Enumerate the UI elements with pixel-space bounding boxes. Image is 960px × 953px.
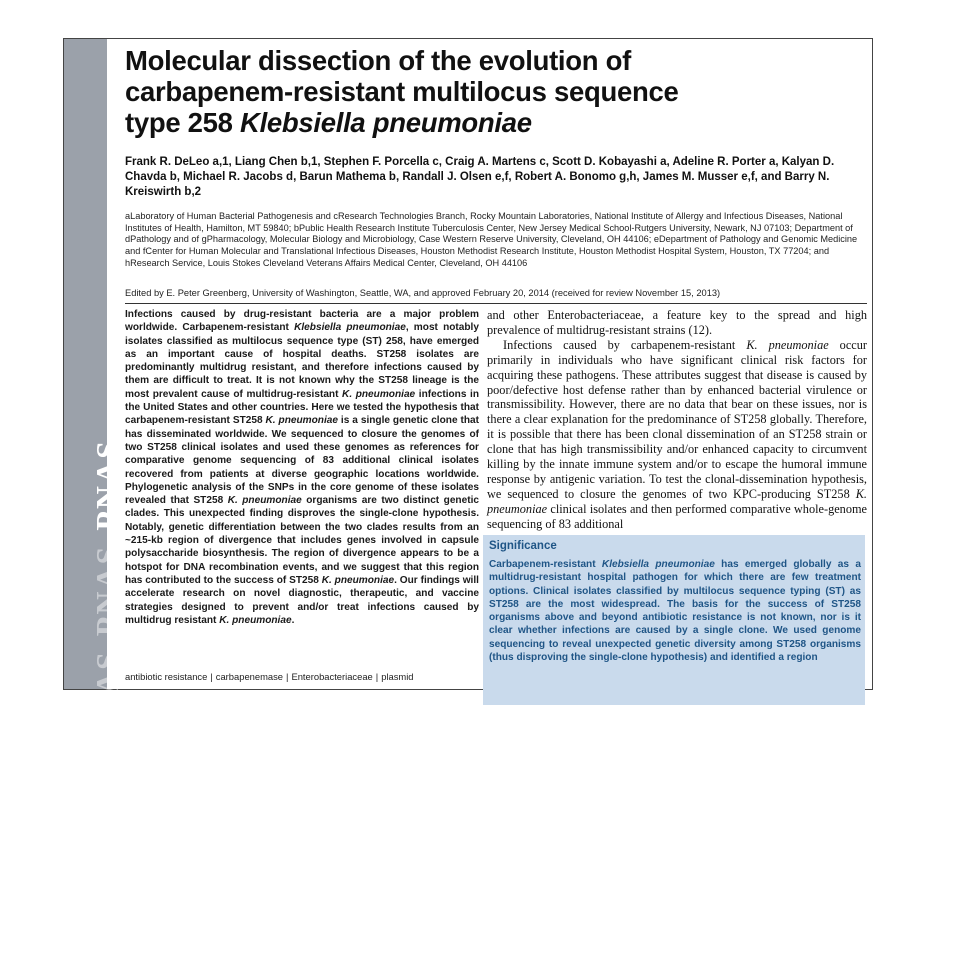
keyword: Enterobacteriaceae	[291, 671, 373, 682]
pnas-wordmark: PNAS	[88, 861, 125, 953]
header-divider	[125, 303, 867, 304]
pnas-side-band	[64, 39, 125, 953]
abstract: Infections caused by drug-resistant bacteria are a major problem worldwide. Carbapenem-resistant Klebsiella pneumoniae, most notably isolates classified as multilocus sequence type (ST) 258, have emerged as an important cause of hospital deaths. ST258 isolates are predominantly multidrug resistant, and therefore infections caused by them are difficult to treat. It is not known why the ST258 lineage is the most prevalent cause of multidrug-resistant K. pneumoniae infections in the United States and other countries. Here we tested the hypothesis that carbapenem-resistant ST258 K. pneumoniae is a single genetic clone that has disseminated worldwide. We sequenced to closure the genomes of two ST258 clinical isolates and used these genomes as references for comparative genome sequencing of 83 additional clinical isolates recovered from patients at diverse geographic locations worldwide. Phylogenetic analysis of the SNPs in the core genome of these isolates revealed that ST258 K. pneumoniae organisms are two distinct genetic clades. This unexpected finding disproves the single-clone hypothesis. Notably, genetic differentiation between the two clades results from an ~215-kb region of divergence that includes genes involved in capsule polysaccharide biosynthesis. The region of divergence appears to be a hotspot for DNA recombination events, and we suggest that this region has contributed to the success of ST258 K. pneumoniae. Our findings will accelerate research on novel diagnostic, therapeutic, and vaccine strategies designed to prevent and/or treat infections caused by multidrug resistant K. pneumoniae.	[125, 309, 479, 626]
author-list: Frank R. DeLeo a,1, Liang Chen b,1, Stephen F. Porcella c, Craig A. Martens c, Scott D. Kobayashi a, Adeline R. Porter a, Kalyan D. Chavda b, Michael R. Jacobs d, Barun Mathema b, Randall J. Olsen e,f, Robert A. Bonomo g,h, James M. Musser e,f, and Barry N. Kreiswirth b,2	[125, 156, 835, 198]
pnas-wordmark: PNAS	[88, 544, 125, 637]
pnas-wordmark: PNAS	[88, 755, 125, 848]
pnas-logo	[86, 425, 129, 953]
keyword: carbapenemase	[215, 671, 284, 682]
paper-page	[63, 38, 873, 953]
body-paragraph: Infections caused by carbapenem-resistant K. pneumoniae occur primarily in individuals who have significant clinical risk factors for acquiring these pathogens. These attributes suggest that disease is caused by poor/defective host defense rather than by enhanced bacterial virulence or transmissibility. However, there are no data that bear on these issues, nor is there a clear explanation for the predominance of ST258 globally. Therefore, it is possible that there has been clonal dissemination of an ST258 strain or clone that has high transmissibility and/or enhanced capacity to circumvent killing by the innate immune system and/or to escape the humoral immune response by antigenic variation. To test the clonal-dissemination hypothesis, we sequenced to closure the genomes of two KPC-producing ST258 K. pneumoniae clinical isolates and then performed comparative whole-genome sequencing of 83 additional	[487, 337, 867, 531]
title-line-1: Molecular dissection of the evolution of	[125, 45, 631, 76]
title-line-2: carbapenem-resistant multilocus sequence	[125, 76, 679, 107]
pnas-wordmark: PNAS	[88, 439, 125, 531]
pnas-wordmark: PNAS	[88, 650, 125, 742]
keyword: plasmid	[381, 671, 414, 682]
body-text	[487, 308, 867, 532]
title-species: Klebsiella pneumoniae	[240, 107, 532, 138]
affiliations: aLaboratory of Human Bacterial Pathogenesis and cResearch Technologies Branch, Rocky Mountain Laboratories, National Institute of Allergy and Infectious Diseases, National Institutes of Health, Hamilton, MT 59840; bPublic Health Research Institute Tuberculosis Center, New Jersey Medical School-Rutgers University, Newark, NJ 07103; Department of dPathology and of gPharmacology, Molecular Biology and Microbiology, Case Western Reserve University, Cleveland, OH 44106; eDepartment of Pathology and Genomic Medicine and fCenter for Human Molecular and Translational Infectious Diseases, Houston Methodist Research Institute, Houston Methodist Hospital System, Houston, TX 77204; and hResearch Service, Louis Stokes Cleveland Veterans Affairs Medical Center, Cleveland, OH 44106	[125, 211, 858, 268]
keywords: antibiotic resistance | carbapenemase | Enterobacteriaceae | plasmid	[125, 671, 414, 682]
significance-heading: Significance	[489, 540, 557, 552]
significance-box	[483, 535, 865, 705]
significance-text: Carbapenem-resistant Klebsiella pneumoniae has emerged globally as a multidrug-resistant hospital pathogen for which there are few treatment options. Clinical isolates classified by multilocus sequence typing (ST) as ST258 are the most widespread. The basis for the success of ST258 organisms above and beyond antibiotic resistance is not known, nor is it clear whether infections are caused by a single clone. We used genome sequencing to reveal unexpected genetic diversity among ST258 organisms (thus disproving the single-clone hypothesis) and identified a region	[489, 559, 861, 664]
body-paragraph: and other Enterobacteriaceae, a feature key to the spread and high prevalence of multidrug-resistant strains (12).	[487, 308, 867, 337]
keyword: antibiotic resistance	[125, 671, 208, 682]
edited-by-line: Edited by E. Peter Greenberg, University of Washington, Seattle, WA, and approved February 20, 2014 (received for review November 15, 2013)	[125, 288, 721, 298]
article-title	[125, 45, 865, 138]
title-line-3: type 258	[125, 107, 241, 138]
